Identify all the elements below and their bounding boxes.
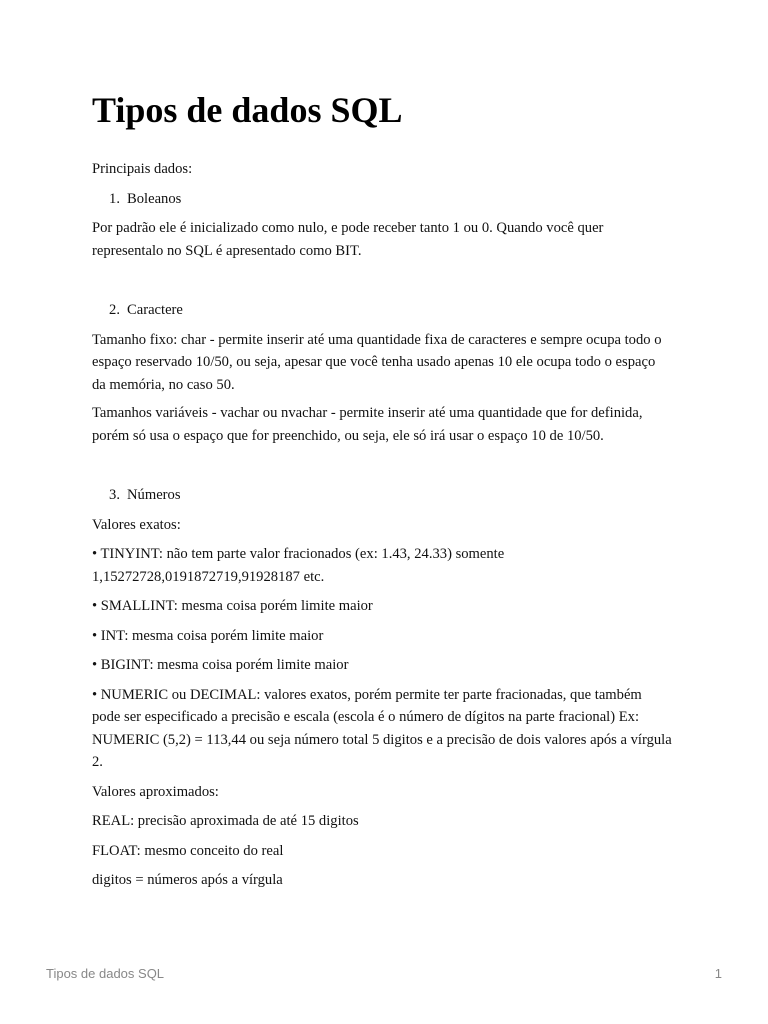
paragraph: Tamanho fixo: char - permite inserir até uma quantidade fixa de caracteres e sempre ocupa todo o espaço reservado 10/50, ou seja, apesar que você tenha usado apenas 10 ele ocupa todo o espaço da memória, no caso 50. xyxy=(92,331,662,393)
intro-text: Principais dados: xyxy=(92,161,193,177)
paragraph: Por padrão ele é inicializado como nulo, e pode receber tanto 1 ou 0. Quando você quer representalo no SQL é apresentado como BIT. xyxy=(92,220,604,259)
list-number: 3. xyxy=(109,487,120,503)
paragraph: • INT: mesma coisa porém limite maior xyxy=(92,627,324,644)
page-number: 1 xyxy=(714,966,722,981)
paragraph: Tamanhos variáveis - vachar ou nvachar - permite inserir até uma quantidade que for definida, porém só usa o espaço que for preenchido, ou seja, ele só irá usar o espaço 10 de 10/50. xyxy=(92,405,643,444)
list-item-numeros xyxy=(92,484,672,507)
document-page xyxy=(92,88,672,892)
list-heading: Caractere xyxy=(127,302,183,318)
paragraph: • NUMERIC ou DECIMAL: valores exatos, porém permite ter parte fracionadas, que também pode ser especificado a precisão e escala (escola é o número de dígitos na parte fracional) Ex: NUMERIC (5,2) = 113,44 ou seja número total 5 digitos e a precisão de dois valores após a vírgula 2. xyxy=(92,686,672,770)
footer-title: Tipos de dados SQL xyxy=(46,966,165,981)
page-footer xyxy=(46,966,722,986)
paragraph: Valores exatos: xyxy=(92,516,181,533)
list-heading: Números xyxy=(127,487,181,503)
list-number: 2. xyxy=(109,302,120,318)
paragraph: REAL: precisão aproximada de até 15 digitos xyxy=(92,813,359,829)
paragraph: • BIGINT: mesma coisa porém limite maior xyxy=(92,657,349,673)
paragraph: • SMALLINT: mesma coisa porém limite maior xyxy=(92,598,373,614)
paragraph: digitos = números após a vírgula xyxy=(92,872,283,888)
paragraph: • TINYINT: não tem parte valor fracionados (ex: 1.43, 24.33) somente 1,15272728,0191872719,91928187 etc. xyxy=(92,546,505,585)
list-item-boleanos xyxy=(92,188,672,211)
list-item-caractere xyxy=(92,299,672,322)
paragraph: FLOAT: mesmo conceito do real xyxy=(92,842,284,859)
list-heading: Boleanos xyxy=(127,190,182,207)
list-number: 1. xyxy=(109,190,120,207)
page-title: Tipos de dados SQL xyxy=(92,90,403,130)
paragraph: Valores aproximados: xyxy=(92,783,219,800)
